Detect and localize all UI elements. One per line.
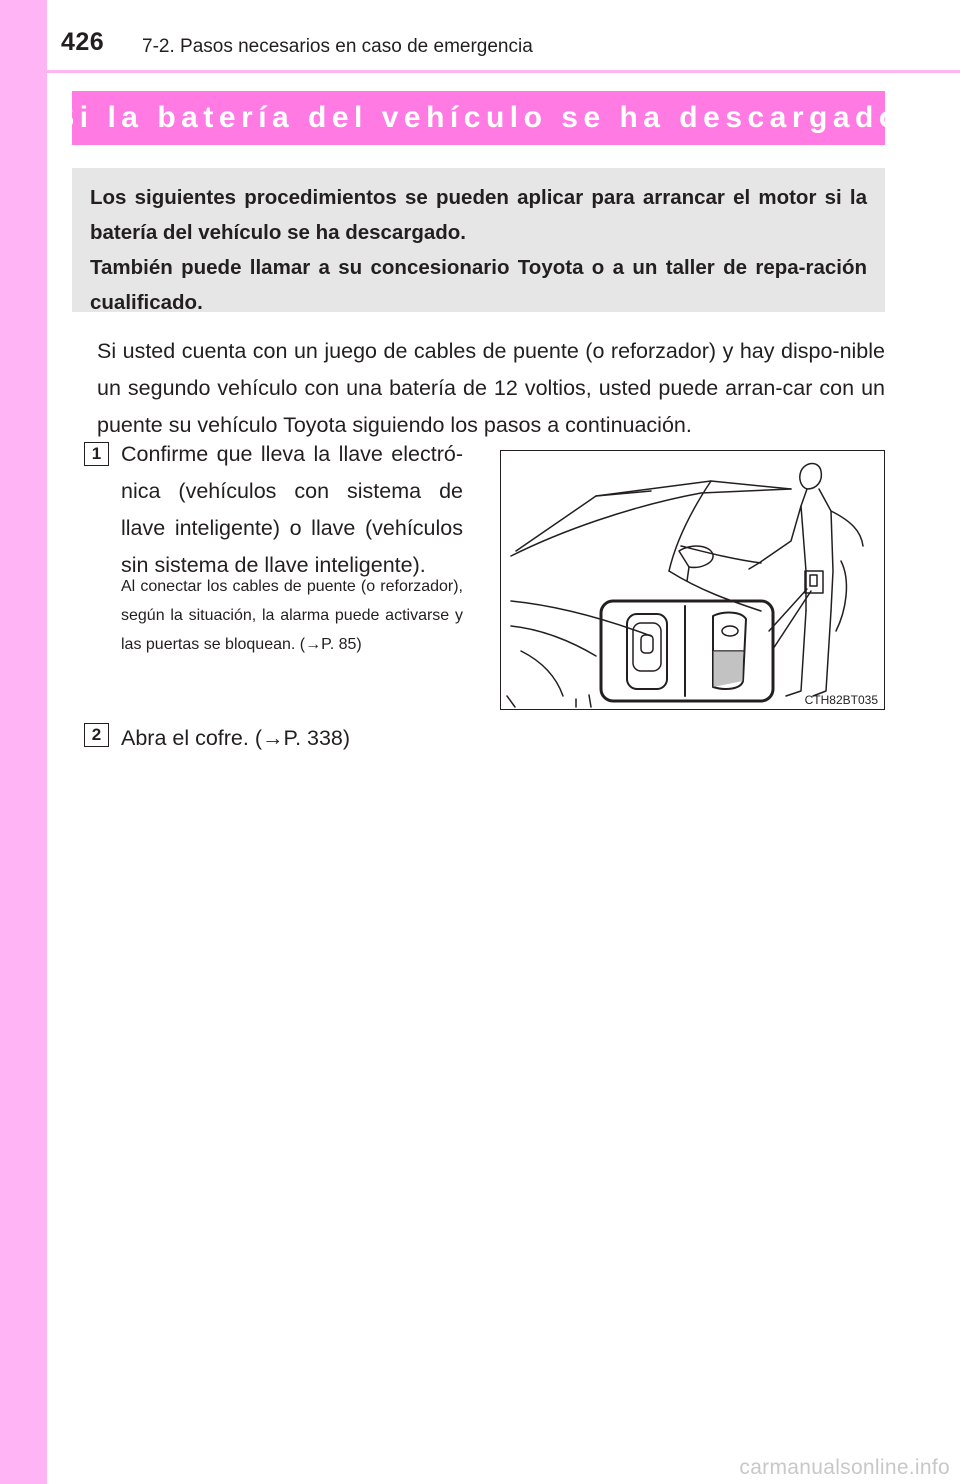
step-1-note: Al conectar los cables de puente (o reforzador), según la situación, la alarma puede activarse y las puertas se bloquean. (→P. 85) bbox=[121, 578, 463, 653]
step-1-number: 1 bbox=[84, 442, 109, 466]
intro-line-1: Los siguientes procedimientos se pueden aplicar para arrancar el motor si la batería del vehículo se ha descargado. bbox=[90, 186, 867, 244]
figure-code: CTH82BT035 bbox=[804, 693, 878, 707]
step-2-text: Abra el cofre. (→P. 338) bbox=[121, 726, 351, 750]
side-tab-strip bbox=[0, 0, 47, 1484]
header-divider bbox=[47, 70, 960, 73]
page-number: 426 bbox=[61, 28, 105, 56]
intro-box bbox=[72, 168, 885, 312]
body-paragraph: Si usted cuenta con un juego de cables de puente (o reforzador) y hay dispo-nible un segundo vehículo con una batería de 12 voltios, usted puede arran-car con un puente su vehículo Toyota siguiendo los pasos a continuación. bbox=[97, 339, 885, 437]
page-title: Si la batería del vehículo se ha descargado bbox=[54, 101, 903, 134]
watermark: carmanualsonline.info bbox=[739, 1456, 950, 1479]
section-header: 7-2. Pasos necesarios en caso de emergencia bbox=[142, 36, 533, 57]
key-illustration bbox=[500, 450, 885, 710]
step-1-text: Confirme que lleva la llave electró-nica (vehículos con sistema de llave inteligente) o llave (vehículos sin sistema de llave inteligente). bbox=[121, 442, 463, 577]
intro-line-2: También puede llamar a su concesionario Toyota o a un taller de repa-ración cualificado. bbox=[90, 256, 867, 314]
title-bar bbox=[54, 91, 903, 145]
car-and-person-drawing bbox=[501, 451, 885, 710]
step-2-number: 2 bbox=[84, 723, 109, 747]
